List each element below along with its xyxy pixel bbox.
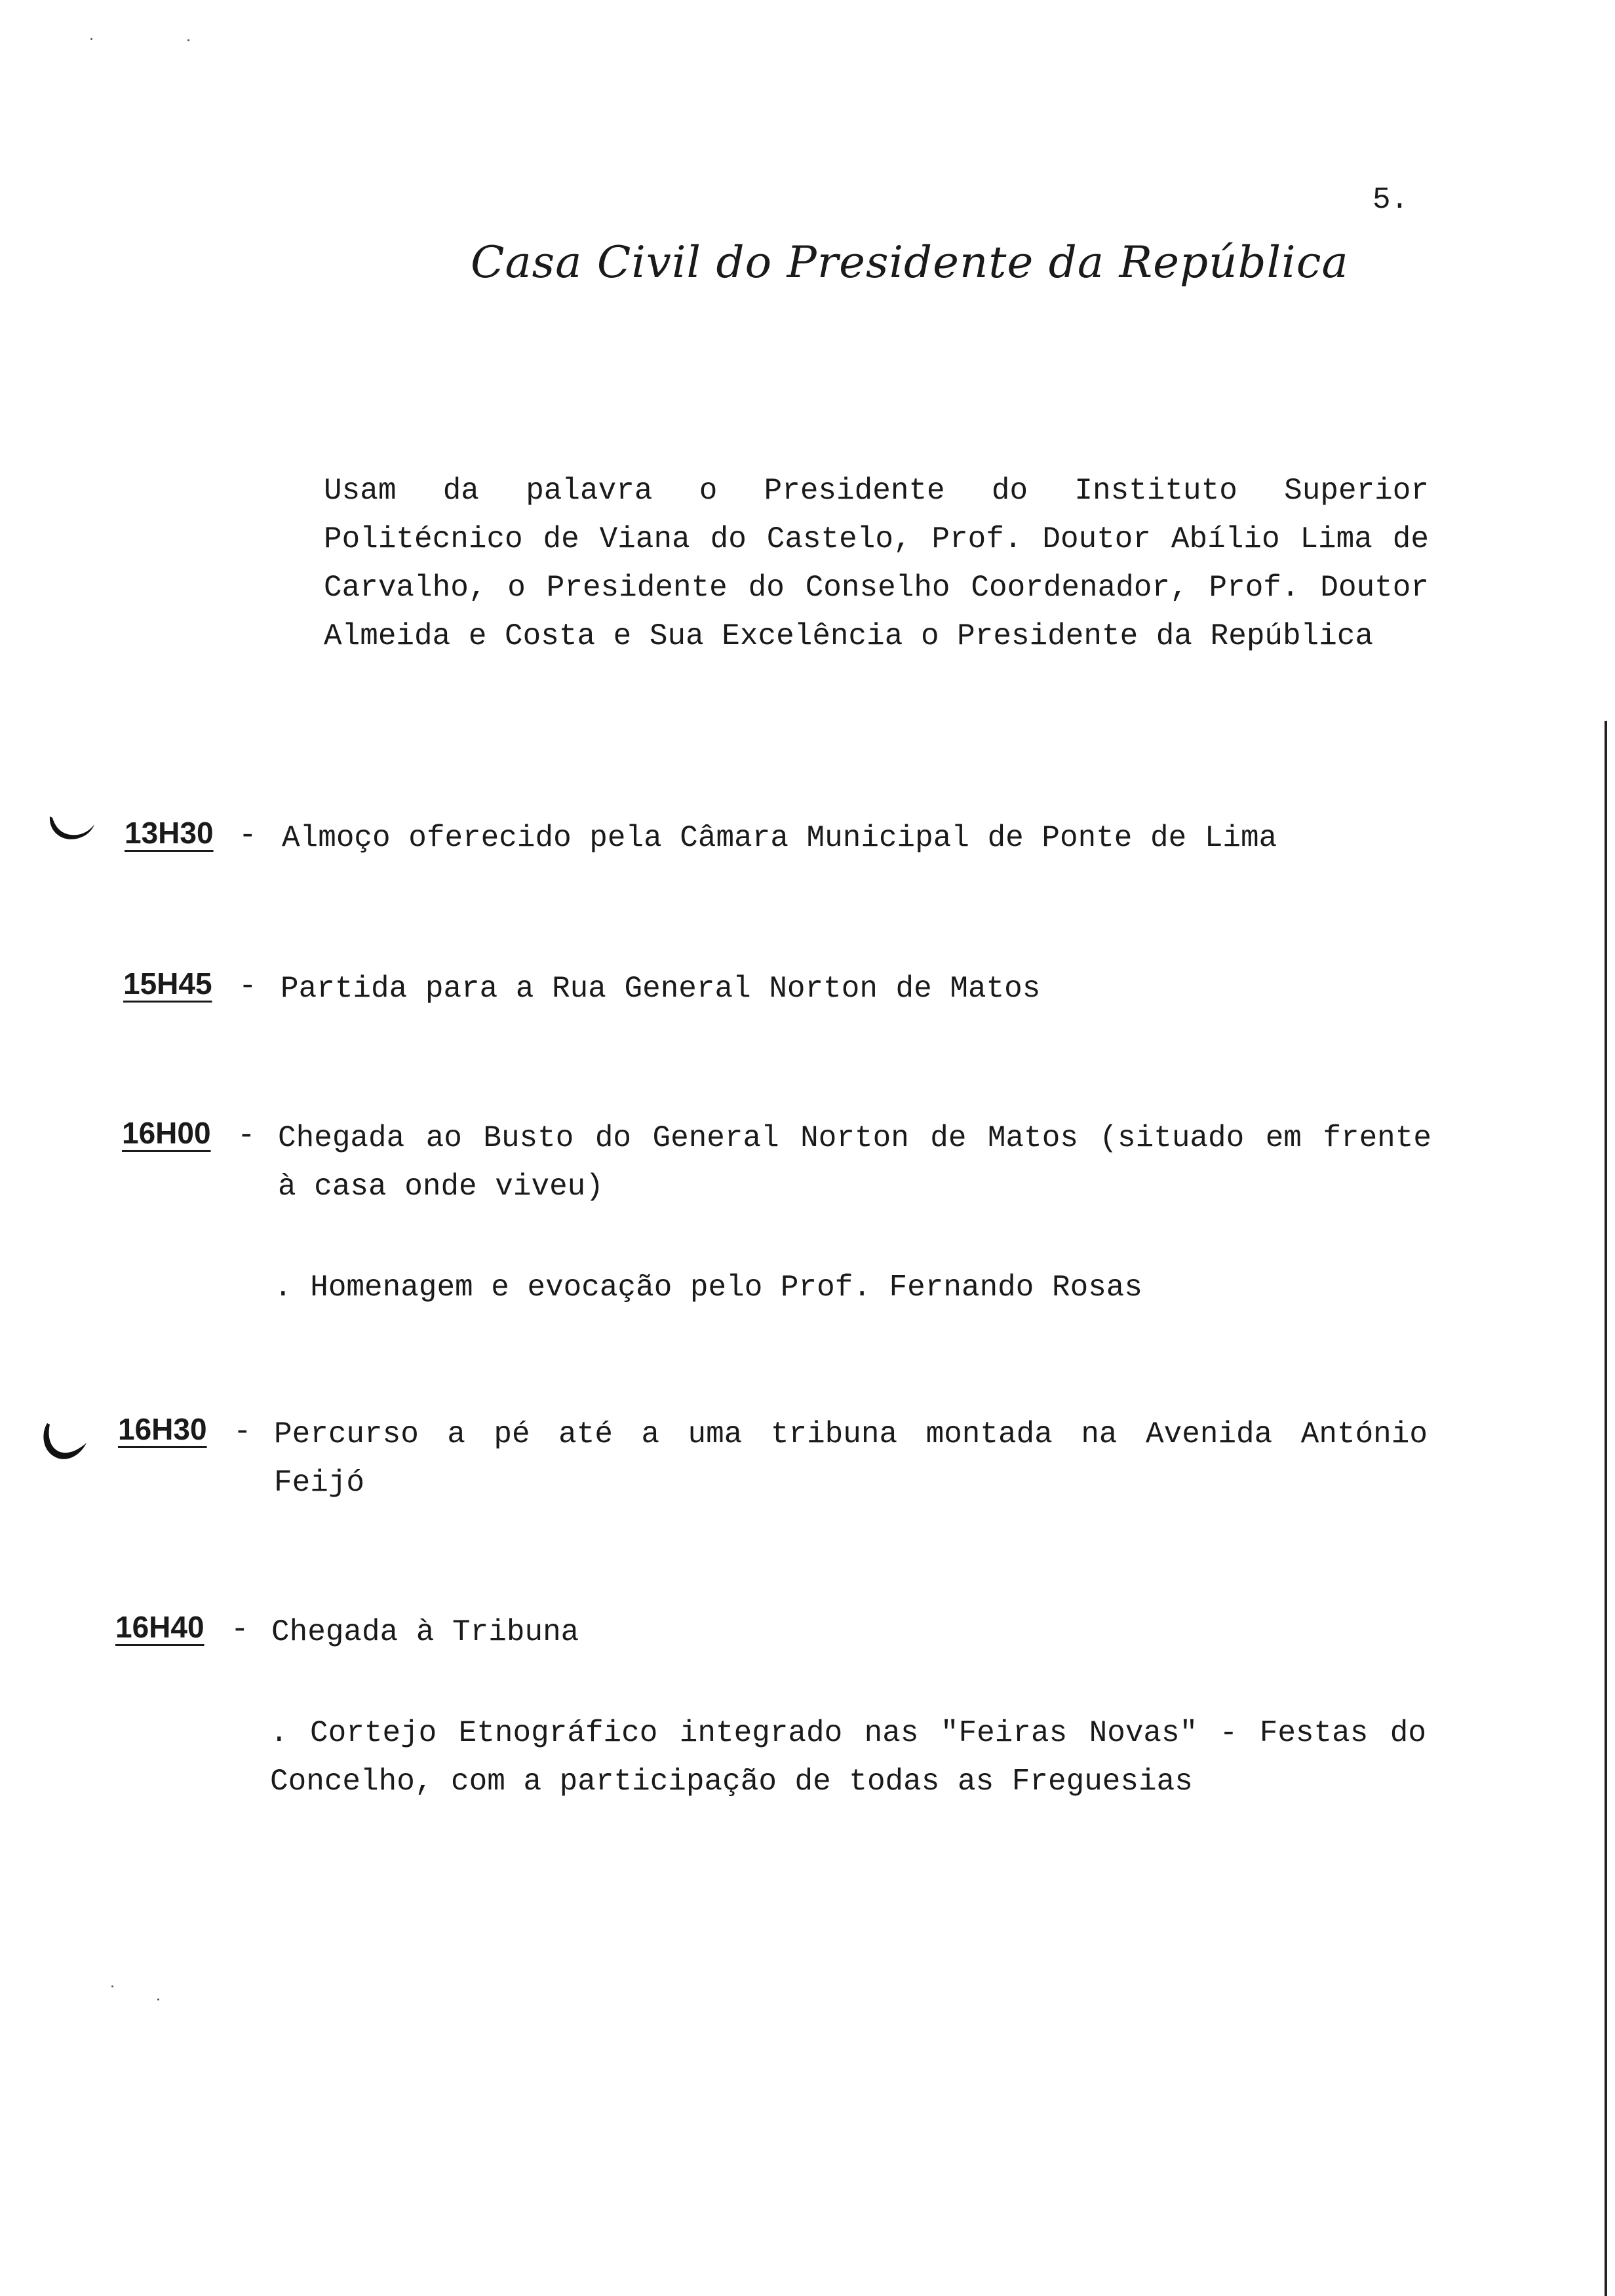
scan-speck (90, 38, 92, 40)
schedule-item-text: Chegada ao Busto do General Norton de Matos (situado em frente à casa onde viveu) (278, 1121, 1431, 1204)
schedule-separator: - (233, 1415, 252, 1449)
check-mark-icon (46, 810, 98, 849)
schedule-separator: - (239, 818, 257, 852)
scan-edge-line (1605, 721, 1607, 2296)
schedule-time: 16H40 (115, 1610, 204, 1644)
schedule-separator: - (231, 1613, 249, 1647)
schedule-item-text: Percurso a pé até a uma tribuna montada na Avenida António Feijó (274, 1417, 1428, 1500)
schedule-separator: - (237, 1119, 256, 1153)
scan-speck (111, 1985, 113, 1987)
page-number: 5. (1372, 183, 1409, 217)
schedule-time: 16H30 (118, 1412, 207, 1446)
intro-paragraph: Usam da palavra o Presidente do Instituto Superior Politécnico de Viana do Castelo, Prof. Doutor Abílio Lima de Carvalho, o Presidente do Conselho Coordenador, Prof. Doutor Almeida e Costa e Sua Excelência o Presidente da República (324, 474, 1429, 653)
scan-speck (157, 1999, 159, 2000)
schedule-item-text: Partida para a Rua General Norton de Matos (281, 972, 1041, 1006)
letterhead: Casa Civil do Presidente da República (471, 237, 1349, 288)
schedule-item-text: Chegada à Tribuna (271, 1615, 579, 1649)
schedule-time: 15H45 (123, 966, 212, 1001)
scan-speck (187, 39, 189, 41)
schedule-item-text: Almoço oferecido pela Câmara Municipal de Ponte de Lima (282, 821, 1277, 855)
check-mark-icon (41, 1421, 93, 1466)
schedule-time: 16H00 (122, 1116, 211, 1150)
schedule-sub-item: . Homenagem e evocação pelo Prof. Fernando Rosas (274, 1271, 1143, 1305)
schedule-time: 13H30 (125, 816, 214, 850)
schedule-sub-item: . Cortejo Etnográfico integrado nas "Feiras Novas" - Festas do Concelho, com a participação de todas as Freguesias (270, 1716, 1426, 1799)
schedule-separator: - (239, 969, 257, 1003)
